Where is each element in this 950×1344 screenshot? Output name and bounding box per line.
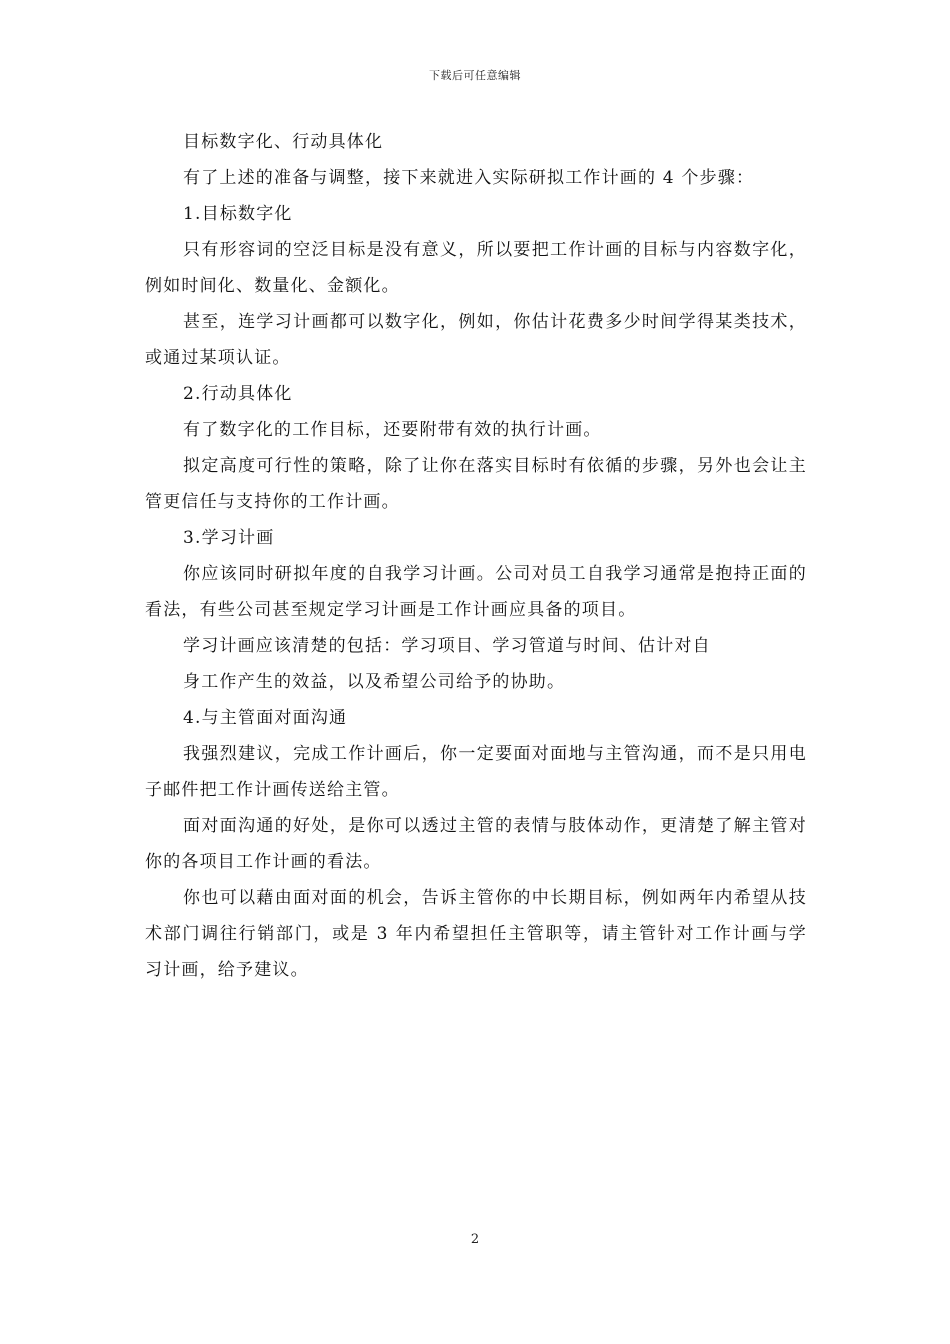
step-4-paragraph-3: 你也可以藉由面对面的机会，告诉主管你的中长期目标，例如两年内希望从技术部门调往行销部门，或是 3 年内希望担任主管职等，请主管针对工作计画与学习计画，给予建议。 <box>145 888 807 980</box>
step-1-heading: 1.目标数字化 <box>183 204 293 224</box>
section-title: 目标数字化、行动具体化 <box>183 132 384 152</box>
step-4-paragraph-1: 我强烈建议，完成工作计画后，你一定要面对面地与主管沟通，而不是只用电子邮件把工作计画传送给主管。 <box>145 744 807 800</box>
step-3-paragraph-2-line-1: 学习计画应该清楚的包括：学习项目、学习管道与时间、估计对自 <box>183 636 711 656</box>
step-2-paragraph-2: 拟定高度可行性的策略，除了让你在落实目标时有依循的步骤，另外也会让主管更信任与支持你的工作计画。 <box>145 456 807 512</box>
step-2-paragraph-1: 有了数字化的工作目标，还要附带有效的执行计画。 <box>183 420 602 440</box>
page-header: 下载后可任意编辑 <box>429 69 521 82</box>
step-3-paragraph-2-line-2: 身工作产生的效益，以及希望公司给予的协助。 <box>183 672 566 692</box>
intro-paragraph: 有了上述的准备与调整，接下来就进入实际研拟工作计画的 4 个步骤： <box>183 168 755 188</box>
page-number: 2 <box>470 1232 480 1247</box>
step-4-paragraph-2: 面对面沟通的好处，是你可以透过主管的表情与肢体动作，更清楚了解主管对你的各项目工作计画的看法。 <box>145 816 807 872</box>
step-4-heading: 4.与主管面对面沟通 <box>183 708 348 728</box>
step-3-heading: 3.学习计画 <box>183 528 275 548</box>
document-body <box>145 124 807 988</box>
step-2-heading: 2.行动具体化 <box>183 384 293 404</box>
step-1-paragraph-1: 只有形容词的空泛目标是没有意义，所以要把工作计画的目标与内容数字化，例如时间化、数量化、金额化。 <box>145 240 807 296</box>
step-3-paragraph-1: 你应该同时研拟年度的自我学习计画。公司对员工自我学习通常是抱持正面的看法，有些公司甚至规定学习计画是工作计画应具备的项目。 <box>145 564 807 620</box>
step-1-paragraph-2: 甚至，连学习计画都可以数字化，例如，你估计花费多少时间学得某类技术，或通过某项认证。 <box>145 312 807 368</box>
